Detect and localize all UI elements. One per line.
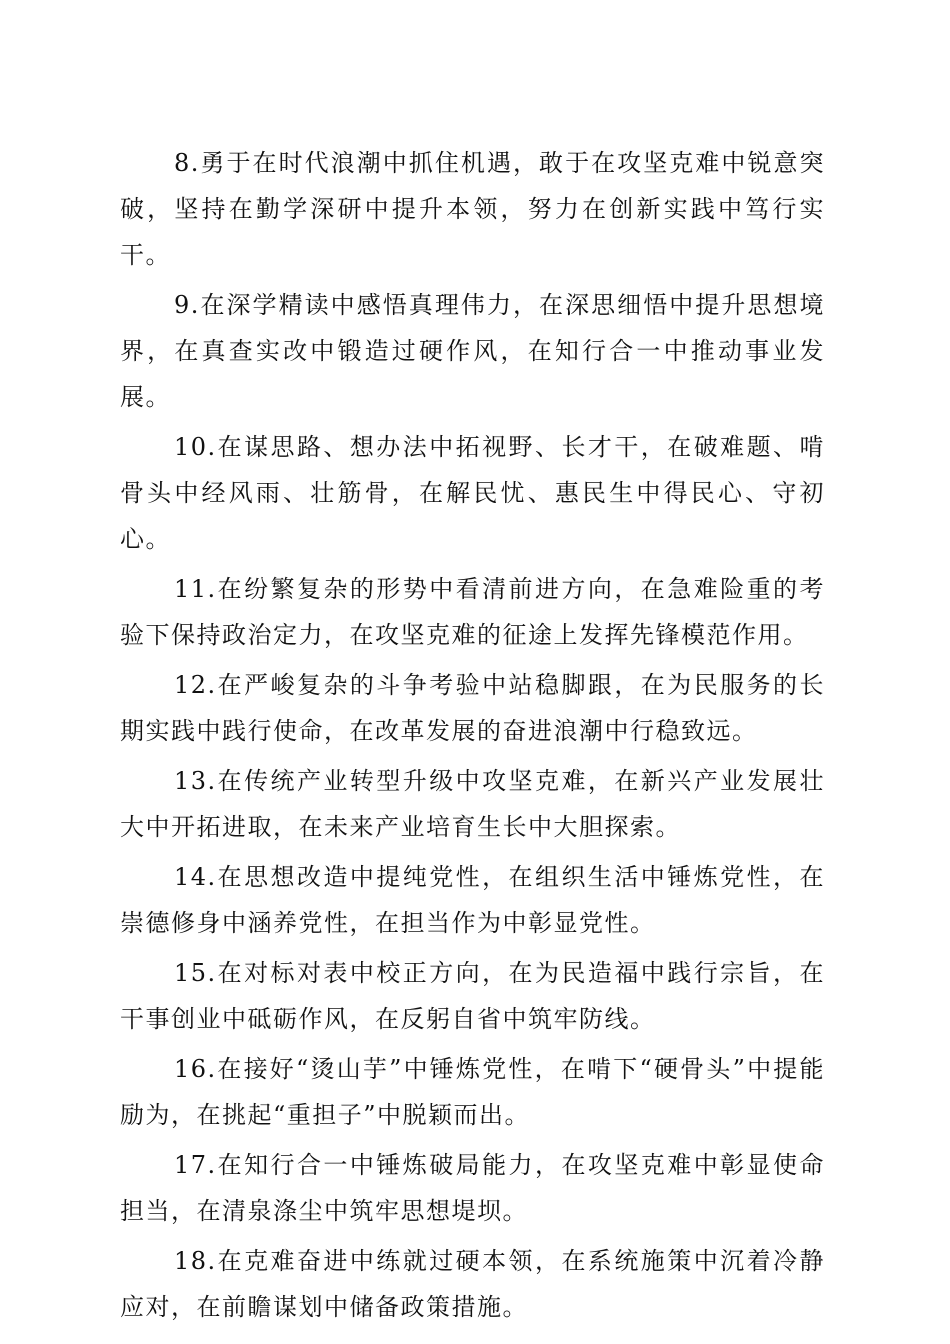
paragraph-9: 9.在深学精读中感悟真理伟力，在深思细悟中提升思想境界，在真查实改中锻造过硬作风，在知行合一中推动事业发展。 [120,291,825,411]
paragraph-8: 8.勇于在时代浪潮中抓住机遇，敢于在攻坚克难中锐意突破，坚持在勤学深研中提升本领，努力在创新实践中笃行实干。 [120,149,825,269]
paragraph-16: 16.在接好“烫山芋”中锤炼党性，在啃下“硬骨头”中提能励为，在挑起“重担子”中脱颖而出。 [120,1055,825,1129]
paragraph-13: 13.在传统产业转型升级中攻坚克难，在新兴产业发展壮大中开拓进取，在未来产业培育生长中大胆探索。 [120,767,825,841]
paragraph-18: 18.在克难奋进中练就过硬本领，在系统施策中沉着冷静应对，在前瞻谋划中储备政策措施。 [120,1247,825,1321]
paragraph-15: 15.在对标对表中校正方向，在为民造福中践行宗旨，在干事创业中砥砺作风，在反躬自省中筑牢防线。 [120,959,825,1033]
paragraph-12: 12.在严峻复杂的斗争考验中站稳脚跟，在为民服务的长期实践中践行使命，在改革发展的奋进浪潮中行稳致远。 [120,671,825,745]
paragraph-10: 10.在谋思路、想办法中拓视野、长才干，在破难题、啃骨头中经风雨、壮筋骨，在解民忧、惠民生中得民心、守初心。 [120,433,825,553]
paragraph-11: 11.在纷繁复杂的形势中看清前进方向，在急难险重的考验下保持政治定力，在攻坚克难的征途上发挥先锋模范作用。 [120,575,825,649]
paragraph-14: 14.在思想改造中提纯党性，在组织生活中锤炼党性，在崇德修身中涵养党性，在担当作为中彰显党性。 [120,863,825,937]
document-body [120,140,825,1334]
paragraph-17: 17.在知行合一中锤炼破局能力，在攻坚克难中彰显使命担当，在清泉涤尘中筑牢思想堤坝。 [120,1151,825,1225]
